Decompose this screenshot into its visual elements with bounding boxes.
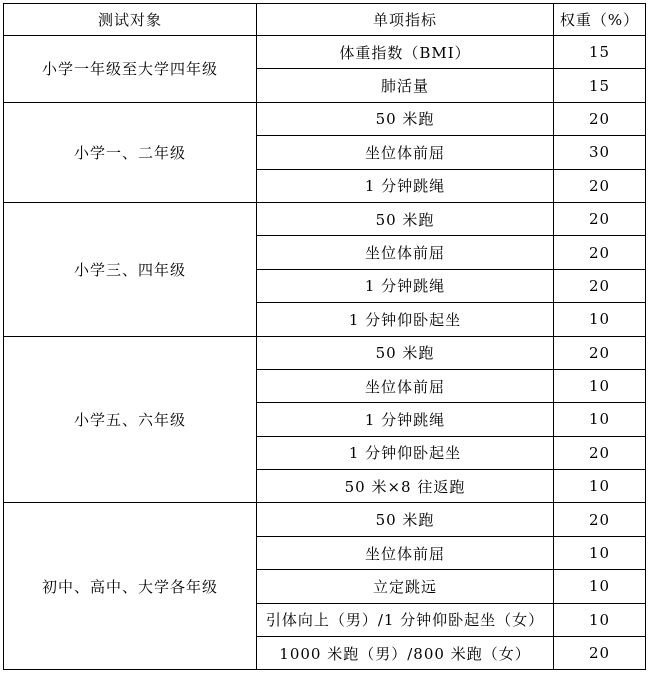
indicator-cell: 50 米跑	[257, 102, 554, 135]
weight-cell: 15	[554, 36, 646, 69]
weight-cell: 20	[554, 169, 646, 202]
weight-cell: 15	[554, 69, 646, 102]
indicator-cell: 坐位体前屈	[257, 369, 554, 402]
indicator-cell: 体重指数（BMI）	[257, 36, 554, 69]
indicator-cell: 50 米×8 往返跑	[257, 470, 554, 503]
group-name: 小学三、四年级	[4, 202, 257, 336]
indicator-cell: 50 米跑	[257, 503, 554, 536]
table-row	[4, 36, 646, 69]
indicator-cell: 50 米跑	[257, 202, 554, 235]
group-name: 小学五、六年级	[4, 336, 257, 503]
weight-cell: 10	[554, 536, 646, 569]
indicator-cell: 引体向上（男）/1 分钟仰卧起坐（女）	[257, 603, 554, 636]
weight-cell: 20	[554, 202, 646, 235]
indicator-cell: 1 分钟跳绳	[257, 403, 554, 436]
weight-cell: 20	[554, 637, 646, 670]
table-row	[4, 336, 646, 369]
weight-cell: 20	[554, 269, 646, 302]
indicator-cell: 坐位体前屈	[257, 136, 554, 169]
weight-cell: 10	[554, 403, 646, 436]
group-name: 小学一、二年级	[4, 102, 257, 202]
weight-cell: 10	[554, 570, 646, 603]
group-name: 小学一年级至大学四年级	[4, 36, 257, 103]
group-name: 初中、高中、大学各年级	[4, 503, 257, 670]
weight-cell: 10	[554, 369, 646, 402]
weight-cell: 20	[554, 102, 646, 135]
indicator-cell: 50 米跑	[257, 336, 554, 369]
indicator-cell: 肺活量	[257, 69, 554, 102]
weight-cell: 20	[554, 503, 646, 536]
weight-cell: 10	[554, 470, 646, 503]
header-weight: 权重（%）	[554, 4, 646, 36]
indicator-cell: 1 分钟仰卧起坐	[257, 303, 554, 336]
table-row	[4, 503, 646, 536]
header-target: 测试对象	[4, 4, 257, 36]
indicator-cell: 1 分钟跳绳	[257, 269, 554, 302]
indicator-cell: 坐位体前屈	[257, 536, 554, 569]
indicator-cell: 立定跳远	[257, 570, 554, 603]
weight-cell: 20	[554, 336, 646, 369]
table-row	[4, 102, 646, 135]
header-row	[4, 4, 646, 36]
indicator-cell: 1000 米跑（男）/800 米跑（女）	[257, 637, 554, 670]
indicator-cell: 1 分钟跳绳	[257, 169, 554, 202]
weights-table	[3, 3, 646, 670]
header-indicator: 单项指标	[257, 4, 554, 36]
weight-cell: 10	[554, 603, 646, 636]
weight-cell: 30	[554, 136, 646, 169]
weight-cell: 20	[554, 236, 646, 269]
indicator-cell: 坐位体前屈	[257, 236, 554, 269]
table-row	[4, 202, 646, 235]
weight-cell: 20	[554, 436, 646, 469]
weight-cell: 10	[554, 303, 646, 336]
indicator-cell: 1 分钟仰卧起坐	[257, 436, 554, 469]
